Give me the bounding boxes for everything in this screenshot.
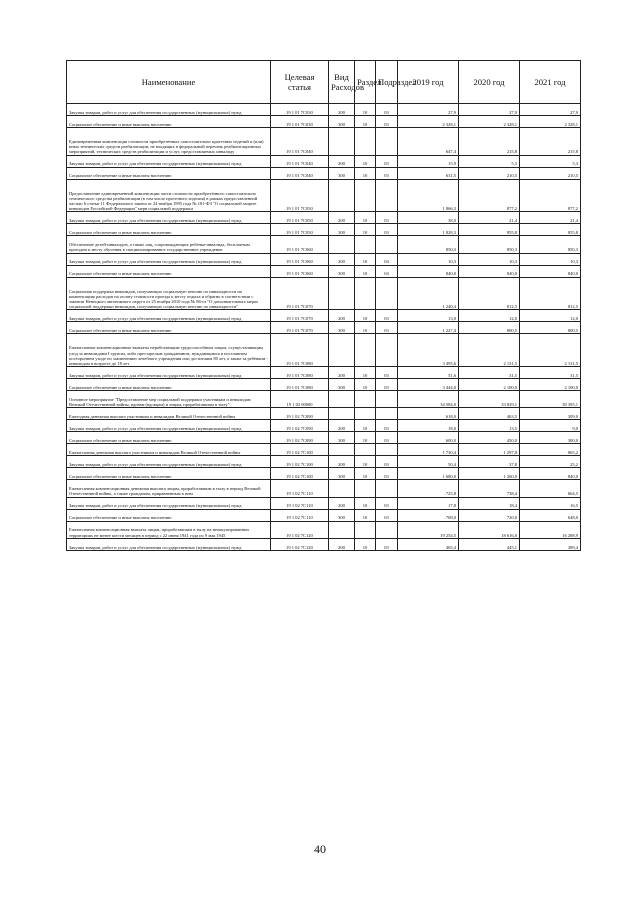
row-2019-cell: 1 227,4 [398,322,459,334]
row-section-cell: 10 [355,310,376,322]
row-target-cell: 19 1 01 7С040 [271,155,329,167]
row-2021-cell: 812,5 [520,277,581,310]
row-section-cell: 10 [355,420,376,432]
row-2020-cell: 812,5 [459,277,520,310]
row-subsection-cell [376,480,398,497]
table-row [67,480,581,497]
table-row [67,468,581,480]
row-2019-cell: 15,9 [398,155,459,167]
row-subsection-cell [376,444,398,456]
row-target-cell: 19 1 01 7С030 [271,116,329,128]
row-2019-cell: 647,4 [398,128,459,156]
row-target-cell: 19 1 01 7С050 [271,224,329,236]
row-subsection-cell [376,408,398,420]
table-row [67,391,581,408]
row-kind-cell: 200 [329,155,355,167]
row-2019-cell: 38,0 [398,212,459,224]
table-row [67,334,581,367]
row-target-cell: 19 1 02 7С090 [271,420,329,432]
header-section: Раздел [355,61,376,104]
row-subsection-cell: 03 [376,367,398,379]
row-2019-cell: 1 730,4 [398,444,459,456]
row-target-cell: 19 1 01 7С040 [271,167,329,179]
row-target-cell: 19 1 01 7С060 [271,265,329,277]
row-target-cell: 19 1 02 7С100 [271,456,329,468]
row-kind-cell: 200 [329,104,355,116]
row-2020-cell: 800,5 [459,322,520,334]
row-name-cell: Социальная поддержка инвалидов, получающих социальную пенсию по инвалидности на компенсацию расходов на оплату стоимости проезда к месту отдыха и обратно в соответствии с законом Ненецкого автономного округа от 25 ноября 2010 года № 86-оз "О дополнительных мерах социальной поддержки инвалидов, получающих социальную пенсию по инвалидности" [67,277,271,310]
row-2020-cell: 877,2 [459,179,520,212]
table-row [67,367,581,379]
row-2020-cell: 720,0 [459,509,520,521]
row-2019-cell: 850,3 [398,236,459,253]
row-subsection-cell [376,521,398,538]
row-subsection-cell: 03 [376,509,398,521]
header-subsection: Подраздел [376,61,398,104]
row-kind-cell [329,128,355,156]
row-name-cell: Основное мероприятие "Предоставление мер социальной поддержки участникам и инвалидам Великой Отечественной войны, вдовам (вдовцам) и лицам, проработавшим в тылу" [67,391,271,408]
row-section-cell [355,480,376,497]
row-section-cell: 10 [355,212,376,224]
row-2021-cell: 215,8 [520,128,581,156]
table-row [67,322,581,334]
row-section-cell [355,277,376,310]
row-kind-cell: 300 [329,379,355,391]
row-2021-cell: 30 395,1 [520,391,581,408]
row-subsection-cell [376,334,398,367]
row-2021-cell: 31,5 [520,367,581,379]
row-kind-cell [329,179,355,212]
row-2019-cell: 708,0 [398,509,459,521]
row-target-cell: 19 1 01 7С070 [271,322,329,334]
row-2019-cell: 17,8 [398,497,459,509]
row-subsection-cell [376,277,398,310]
row-section-cell: 10 [355,116,376,128]
row-2019-cell: 465,4 [398,538,459,550]
header-name: Наименование [67,61,271,104]
row-section-cell [355,408,376,420]
row-kind-cell [329,391,355,408]
row-2021-cell: 840,0 [520,265,581,277]
row-name-cell: Ежемесячная компенсационная выплата лицам, проработавшим в тылу на неоккупированных территориях не менее шести месяцев в период с 22 июня 1941 года по 9 мая 1945 [67,521,271,538]
row-kind-cell [329,334,355,367]
row-target-cell: 19 1 01 7С070 [271,310,329,322]
table-row [67,265,581,277]
row-name-cell: Ежемесячная денежная выплата участникам и инвалидам Великой Отечественной войны [67,444,271,456]
table-row [67,456,581,468]
row-2020-cell: 37,8 [459,456,520,468]
table-row [67,128,581,156]
row-2020-cell: 21,4 [459,212,520,224]
table-row [67,379,581,391]
row-2021-cell: 10,3 [520,253,581,265]
row-2021-cell: 12,0 [520,310,581,322]
row-2021-cell: 309,0 [520,408,581,420]
row-section-cell: 10 [355,367,376,379]
row-subsection-cell: 03 [376,310,398,322]
row-kind-cell [329,236,355,253]
row-kind-cell: 200 [329,212,355,224]
row-2020-cell: 2 328,1 [459,116,520,128]
table-row [67,408,581,420]
row-section-cell: 10 [355,265,376,277]
row-kind-cell: 300 [329,224,355,236]
row-target-cell: 19 1 01 7С060 [271,236,329,253]
row-section-cell: 10 [355,104,376,116]
row-2019-cell: 3 444,0 [398,379,459,391]
row-2019-cell: 631,5 [398,167,459,179]
row-section-cell: 10 [355,155,376,167]
row-target-cell: 19 1 01 7С050 [271,212,329,224]
row-subsection-cell: 03 [376,224,398,236]
header-target: Целевая статья [271,61,329,104]
row-2021-cell: 840,0 [520,468,581,480]
row-subsection-cell: 03 [376,155,398,167]
row-name-cell: Закупка товаров, работ и услуг для обеспечения государственных (муниципальных) нужд [67,104,271,116]
row-target-cell: 19 1 02 7С110 [271,480,329,497]
row-2020-cell: 2 131,5 [459,334,520,367]
row-2020-cell: 12,0 [459,310,520,322]
row-2020-cell: 18 616,0 [459,521,520,538]
row-kind-cell: 200 [329,367,355,379]
row-target-cell: 19 1 02 7С120 [271,538,329,550]
row-target-cell: 19 1 02 7С110 [271,497,329,509]
row-kind-cell: 300 [329,116,355,128]
row-section-cell: 10 [355,224,376,236]
row-2019-cell: 1 866,3 [398,179,459,212]
row-subsection-cell: 03 [376,116,398,128]
row-subsection-cell: 04 [376,265,398,277]
row-2021-cell: 16 288,9 [520,521,581,538]
row-subsection-cell: 03 [376,167,398,179]
row-2019-cell: 600,0 [398,432,459,444]
row-2021-cell: 850,3 [520,236,581,253]
row-2020-cell: 18,4 [459,497,520,509]
row-2020-cell: 33 829,1 [459,391,520,408]
row-name-cell: Социальное обеспечение и иные выплаты населению [67,379,271,391]
row-name-cell: Ежемесячная компенсационная денежная выплата лицам, проработавшим в тылу в период Великой Отечественной войны, а также гражданам, приравненным к ним [67,480,271,497]
budget-table [66,60,581,551]
row-target-cell: 19 1 02 00000 [271,391,329,408]
row-kind-cell: 200 [329,310,355,322]
row-kind-cell: 300 [329,265,355,277]
row-name-cell: Социальное обеспечение и иные выплаты населению [67,116,271,128]
row-subsection-cell: 03 [376,322,398,334]
row-kind-cell: 300 [329,468,355,480]
row-2020-cell: 1 297,8 [459,444,520,456]
table-row [67,179,581,212]
row-kind-cell [329,277,355,310]
row-subsection-cell: 03 [376,104,398,116]
row-2019-cell: 1 828,3 [398,224,459,236]
row-2020-cell: 840,0 [459,265,520,277]
row-kind-cell: 200 [329,538,355,550]
row-name-cell: Обеспечение детей-инвалидов, а также лиц, сопровождающих ребёнка-инвалида, бесплатным проездом к месту обучения в специализированное государственное учреждение [67,236,271,253]
row-2021-cell: 2 100,0 [520,379,581,391]
row-section-cell [355,334,376,367]
row-target-cell: 19 1 01 7С080 [271,379,329,391]
row-target-cell: 19 1 01 7С060 [271,253,329,265]
row-section-cell: 10 [355,253,376,265]
row-2020-cell: 31,5 [459,367,520,379]
row-2021-cell: 25,2 [520,456,581,468]
row-2020-cell: 10,3 [459,253,520,265]
table-row [67,509,581,521]
row-section-cell: 10 [355,456,376,468]
row-2021-cell: 5,3 [520,155,581,167]
row-name-cell: Предоставление единовременной компенсации части стоимости приобретённого самостоятельно технического средства реабилитации (в том числе протезного изделия) в рамках предоставленной частью 6 статьи 11 Федерального закона от 24 ноября 1995 года № 181-ФЗ "О социальной защите инвалидов Российской Федерации" мерв социальной поддержки [67,179,271,212]
row-kind-cell: 300 [329,432,355,444]
header-2020: 2020 год [459,61,520,104]
table-row [67,420,581,432]
table-row [67,538,581,550]
row-target-cell: 19 1 02 7С100 [271,444,329,456]
table-row [67,310,581,322]
row-subsection-cell [376,391,398,408]
row-kind-cell [329,521,355,538]
row-2020-cell: 5,3 [459,155,520,167]
row-2019-cell: 1 680,0 [398,468,459,480]
row-kind-cell: 300 [329,509,355,521]
row-kind-cell: 200 [329,420,355,432]
row-2021-cell: 300,0 [520,432,581,444]
row-2020-cell: 855,8 [459,224,520,236]
row-subsection-cell: 04 [376,253,398,265]
row-2021-cell: 16,5 [520,497,581,509]
row-2021-cell: 27,9 [520,104,581,116]
table-body [67,104,581,551]
table-row [67,224,581,236]
row-2020-cell: 738,4 [459,480,520,497]
header-2019: 2019 год [398,61,459,104]
row-2020-cell: 215,8 [459,128,520,156]
table-row [67,253,581,265]
row-subsection-cell: 03 [376,379,398,391]
table-row [67,432,581,444]
row-name-cell: Закупка товаров, работ и услуг для обеспечения государственных (муниципальных) нужд [67,253,271,265]
row-subsection-cell [376,128,398,156]
row-2021-cell: 800,5 [520,322,581,334]
row-kind-cell [329,408,355,420]
row-2020-cell: 2 100,0 [459,379,520,391]
row-2021-cell: 9,0 [520,420,581,432]
row-section-cell: 10 [355,379,376,391]
row-target-cell: 19 1 02 7С120 [271,521,329,538]
row-2020-cell: 463,5 [459,408,520,420]
row-2021-cell: 210,5 [520,167,581,179]
row-target-cell: 19 1 02 7С090 [271,432,329,444]
row-name-cell: Ежегодная денежная выплата участникам и инвалидам Великой Отечественной войны [67,408,271,420]
row-name-cell: Закупка товаров, работ и услуг для обеспечения государственных (муниципальных) нужд [67,420,271,432]
row-subsection-cell: 03 [376,468,398,480]
table-row [67,155,581,167]
row-subsection-cell [376,179,398,212]
row-2021-cell: 877,2 [520,179,581,212]
row-2019-cell: 840,0 [398,265,459,277]
table-row [67,104,581,116]
row-target-cell: 19 1 01 7С080 [271,334,329,367]
budget-table-sheet [66,60,580,551]
row-kind-cell [329,480,355,497]
row-2019-cell: 618,0 [398,408,459,420]
row-section-cell: 10 [355,322,376,334]
table-row [67,497,581,509]
row-name-cell: Социальное обеспечение и иные выплаты населению [67,432,271,444]
table-row [67,444,581,456]
row-2019-cell: 725,8 [398,480,459,497]
row-2020-cell: 13,5 [459,420,520,432]
row-name-cell: Социальное обеспечение и иные выплаты населению [67,167,271,179]
row-2019-cell: 1 240,4 [398,277,459,310]
row-2021-cell: 865,2 [520,444,581,456]
row-subsection-cell: 03 [376,212,398,224]
row-target-cell: 19 1 01 7С080 [271,367,329,379]
row-name-cell: Закупка товаров, работ и услуг для обеспечения государственных (муниципальных) нужд [67,497,271,509]
row-name-cell: Закупка товаров, работ и услуг для обеспечения государственных (муниципальных) нужд [67,367,271,379]
row-target-cell: 19 1 01 7С050 [271,179,329,212]
row-section-cell: 10 [355,538,376,550]
row-section-cell [355,391,376,408]
row-subsection-cell: 03 [376,497,398,509]
row-2021-cell: 389,4 [520,538,581,550]
row-subsection-cell [376,236,398,253]
row-kind-cell: 200 [329,253,355,265]
row-2020-cell: 450,0 [459,432,520,444]
row-2019-cell: 50,4 [398,456,459,468]
row-2019-cell: 34 584,0 [398,391,459,408]
row-subsection-cell: 03 [376,538,398,550]
row-kind-cell: 300 [329,322,355,334]
row-section-cell [355,236,376,253]
row-name-cell: Закупка товаров, работ и услуг для обеспечения государственных (муниципальных) нужд [67,155,271,167]
row-target-cell: 19 1 01 7С030 [271,104,329,116]
row-name-cell: Закупка товаров, работ и услуг для обеспечения государственных (муниципальных) нужд [67,310,271,322]
row-target-cell: 19 1 02 7С110 [271,509,329,521]
table-row [67,521,581,538]
row-2021-cell: 664,5 [520,480,581,497]
table-row [67,116,581,128]
header-kind: Вид Расходов [329,61,355,104]
row-kind-cell: 200 [329,456,355,468]
row-kind-cell: 200 [329,497,355,509]
row-target-cell: 19 1 01 7С040 [271,128,329,156]
row-name-cell: Закупка товаров, работ и услуг для обеспечения государственных (муниципальных) нужд [67,212,271,224]
table-row [67,277,581,310]
row-section-cell [355,444,376,456]
row-2021-cell: 21,4 [520,212,581,224]
row-2021-cell: 2 131,5 [520,334,581,367]
row-2019-cell: 2 328,1 [398,116,459,128]
row-2019-cell: 19 254,5 [398,521,459,538]
row-2021-cell: 648,0 [520,509,581,521]
row-name-cell: Закупка товаров, работ и услуг для обеспечения государственных (муниципальных) нужд [67,456,271,468]
row-2019-cell: 51,6 [398,367,459,379]
row-2020-cell: 850,3 [459,236,520,253]
row-section-cell [355,128,376,156]
row-section-cell [355,179,376,212]
row-target-cell: 19 1 01 7С070 [271,277,329,310]
row-2021-cell: 2 328,1 [520,116,581,128]
table-row [67,212,581,224]
row-2020-cell: 27,9 [459,104,520,116]
row-section-cell: 10 [355,167,376,179]
row-subsection-cell: 03 [376,432,398,444]
table-header-row [67,61,581,104]
row-name-cell: Единовременная компенсация стоимости приобретённых самостоятельно протезных изделий и (или) иных технических средств реабилитации, не входящих в федеральный перечень реабилитационных мероприятий, технических средств реабилитации и услуг, предоставляемых инвалиду [67,128,271,156]
row-2020-cell: 445,1 [459,538,520,550]
row-kind-cell [329,444,355,456]
row-2020-cell: 210,5 [459,167,520,179]
row-name-cell: Закупка товаров, работ и услуг для обеспечения государственных (муниципальных) нужд [67,538,271,550]
page-number: 40 [314,842,326,856]
row-2019-cell: 27,9 [398,104,459,116]
row-name-cell: Социальное обеспечение и иные выплаты населению [67,224,271,236]
row-kind-cell: 300 [329,167,355,179]
row-2019-cell: 18,0 [398,420,459,432]
row-section-cell: 10 [355,509,376,521]
row-name-cell: Социальное обеспечение и иные выплаты населению [67,509,271,521]
row-name-cell: Социальное обеспечение и иные выплаты населению [67,265,271,277]
row-2020-cell: 1 260,0 [459,468,520,480]
row-2019-cell: 13,0 [398,310,459,322]
header-2021: 2021 год [520,61,581,104]
row-section-cell: 10 [355,432,376,444]
row-2019-cell: 3 495,6 [398,334,459,367]
row-name-cell: Ежемесячные компенсационные выплаты неработающим трудоспособным лицам, осуществляющим уход за инвалидами I группы, либо престарелым гражданином, нуждающимся в постоянном постороннем уходе по заключению лечебного учреждения или достигшим 80 лет, а также за ребёнком - инвалидом в возрасте до 18 лет [67,334,271,367]
table-row [67,236,581,253]
row-name-cell: Социальное обеспечение и иные выплаты населению [67,468,271,480]
table-row [67,167,581,179]
row-section-cell: 10 [355,468,376,480]
row-2019-cell: 10,3 [398,253,459,265]
row-target-cell: 19 1 02 7С090 [271,408,329,420]
row-name-cell: Социальное обеспечение и иные выплаты населению [67,322,271,334]
row-subsection-cell: 03 [376,456,398,468]
row-target-cell: 19 1 02 7С100 [271,468,329,480]
row-subsection-cell: 03 [376,420,398,432]
row-section-cell [355,521,376,538]
row-section-cell: 10 [355,497,376,509]
row-2021-cell: 855,8 [520,224,581,236]
